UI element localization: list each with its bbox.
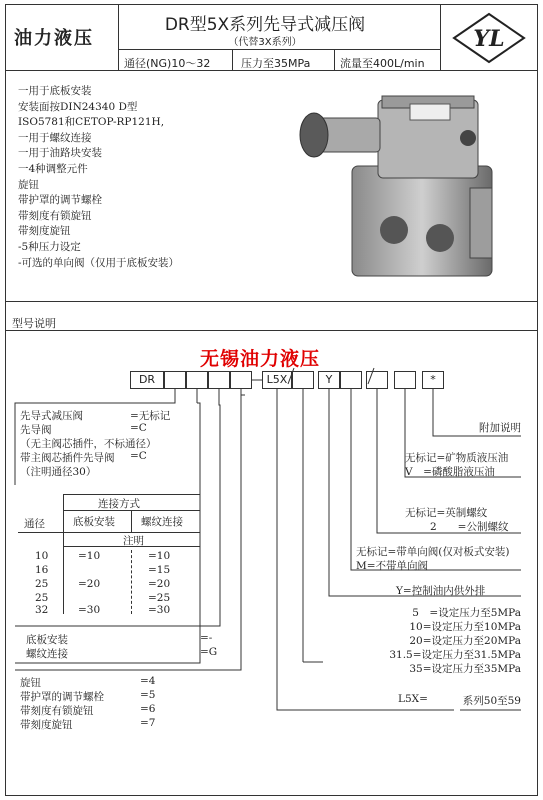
option-label: 2 =公制螺纹 xyxy=(430,521,509,533)
option-label: 先导式减压阀 xyxy=(20,410,83,422)
option-label: 旋钮 xyxy=(20,677,41,689)
table-cell: 25 xyxy=(35,578,49,590)
option-label: V =磷酸脂液压油 xyxy=(405,466,495,478)
table-cell: =25 xyxy=(148,592,171,604)
option-label: 无标记=带单向阀(仅对板式安装) xyxy=(356,546,510,558)
code-box: DR xyxy=(130,371,164,389)
code-box: * xyxy=(422,371,444,389)
option-label: 先导阀 xyxy=(20,424,52,436)
option-label: 附加说明 xyxy=(479,422,521,434)
feature-item: 带护罩的调节螺栓 xyxy=(18,194,102,207)
option-label: Y=控制油内供外排 xyxy=(396,585,486,597)
code-box: Y xyxy=(318,371,340,389)
feature-item: 带刻度有锁旋钮 xyxy=(18,209,92,222)
table-cell: =10 xyxy=(78,550,101,562)
feature-item: 旋钮 xyxy=(18,178,39,191)
company-title: 无锡油力液压 xyxy=(200,348,321,370)
table-cell: =20 xyxy=(148,578,171,590)
table-header: 螺纹连接 xyxy=(141,516,183,528)
option-label: 底板安装 xyxy=(26,634,68,646)
table-header: 连接方式 xyxy=(98,498,140,510)
table-note: 注明 xyxy=(123,535,144,547)
spec-pressure: 压力至35MPa xyxy=(241,57,311,70)
option-label: 带护罩的调节螺栓 xyxy=(20,691,104,703)
option-code: =无标记 xyxy=(130,410,171,422)
logo-text: YL xyxy=(473,26,505,52)
option-code: =7 xyxy=(140,717,156,729)
feature-item: -5种压力设定 xyxy=(18,240,81,253)
option-label: 螺纹连接 xyxy=(26,648,68,660)
option-label: 带刻度旋钮 xyxy=(20,719,73,731)
option-label: 5 =设定压力至5MPa xyxy=(412,607,521,619)
feature-item: -可选的单向阀（仅用于底板安装） xyxy=(18,256,180,269)
option-label: 无标记=矿物质液压油 xyxy=(405,452,509,464)
feature-item: 一用于底板安装 xyxy=(18,85,92,97)
feature-item: ISO5781和CETOP-RP121H, xyxy=(18,116,165,129)
option-label: 系列50至59 xyxy=(462,695,521,707)
table-cell: 16 xyxy=(35,564,49,576)
table-cell: 32 xyxy=(35,604,49,616)
option-label: 20=设定压力至20MPa xyxy=(409,635,521,647)
section-title: 型号说明 xyxy=(12,317,56,330)
option-label: 31.5=设定压力至31.5MPa xyxy=(389,649,521,661)
option-label: 35=设定压力至35MPa xyxy=(409,663,521,675)
table-cell: =30 xyxy=(78,604,101,616)
table-header: 底板安装 xyxy=(73,516,115,528)
option-note: （注明通径30） xyxy=(20,466,97,478)
option-label: 10=设定压力至10MPa xyxy=(409,621,521,633)
table-cell: =10 xyxy=(148,550,171,562)
table-cell: =15 xyxy=(148,564,171,576)
feature-item: 一用于油路块安装 xyxy=(18,147,102,160)
table-cell: 25 xyxy=(35,592,49,604)
feature-item: 安装面按DIN24340 D型 xyxy=(18,100,138,113)
table-cell: 10 xyxy=(35,550,49,562)
option-code: =C xyxy=(130,422,147,434)
option-label: 带主阀芯插件先导阀 xyxy=(20,452,115,464)
option-code: =- xyxy=(200,632,213,644)
option-code: L5X= xyxy=(398,693,428,705)
spec-bore: 通径(NG)10～32 xyxy=(124,57,211,70)
feature-item: 带刻度旋钮 xyxy=(18,225,71,238)
table-cell: =30 xyxy=(148,604,171,616)
option-label: 无标记=英制螺纹 xyxy=(405,507,488,519)
feature-item: 一4种调整元件 xyxy=(18,162,88,175)
page-title: DR型5X系列先导式减压阀 xyxy=(164,15,366,35)
option-code: =G xyxy=(200,646,218,658)
option-code: =5 xyxy=(140,689,156,701)
option-code: =6 xyxy=(140,703,156,715)
code-box: L5X xyxy=(262,371,292,389)
table-header: 通径 xyxy=(24,518,45,530)
option-code: =C xyxy=(130,450,147,462)
option-note: （无主阀芯插件，不标通径） xyxy=(20,438,157,450)
option-code: =4 xyxy=(140,675,156,687)
page-subtitle: （代替3X系列） xyxy=(228,37,302,48)
brand-name: 油力液压 xyxy=(14,28,94,49)
feature-item: 一用于螺纹连接 xyxy=(18,131,92,144)
table-cell: =20 xyxy=(78,578,101,590)
spec-flow: 流量至400L/min xyxy=(340,57,425,70)
option-label: M=不带单向阀 xyxy=(356,560,429,572)
option-label: 带刻度有锁旋钮 xyxy=(20,705,94,717)
